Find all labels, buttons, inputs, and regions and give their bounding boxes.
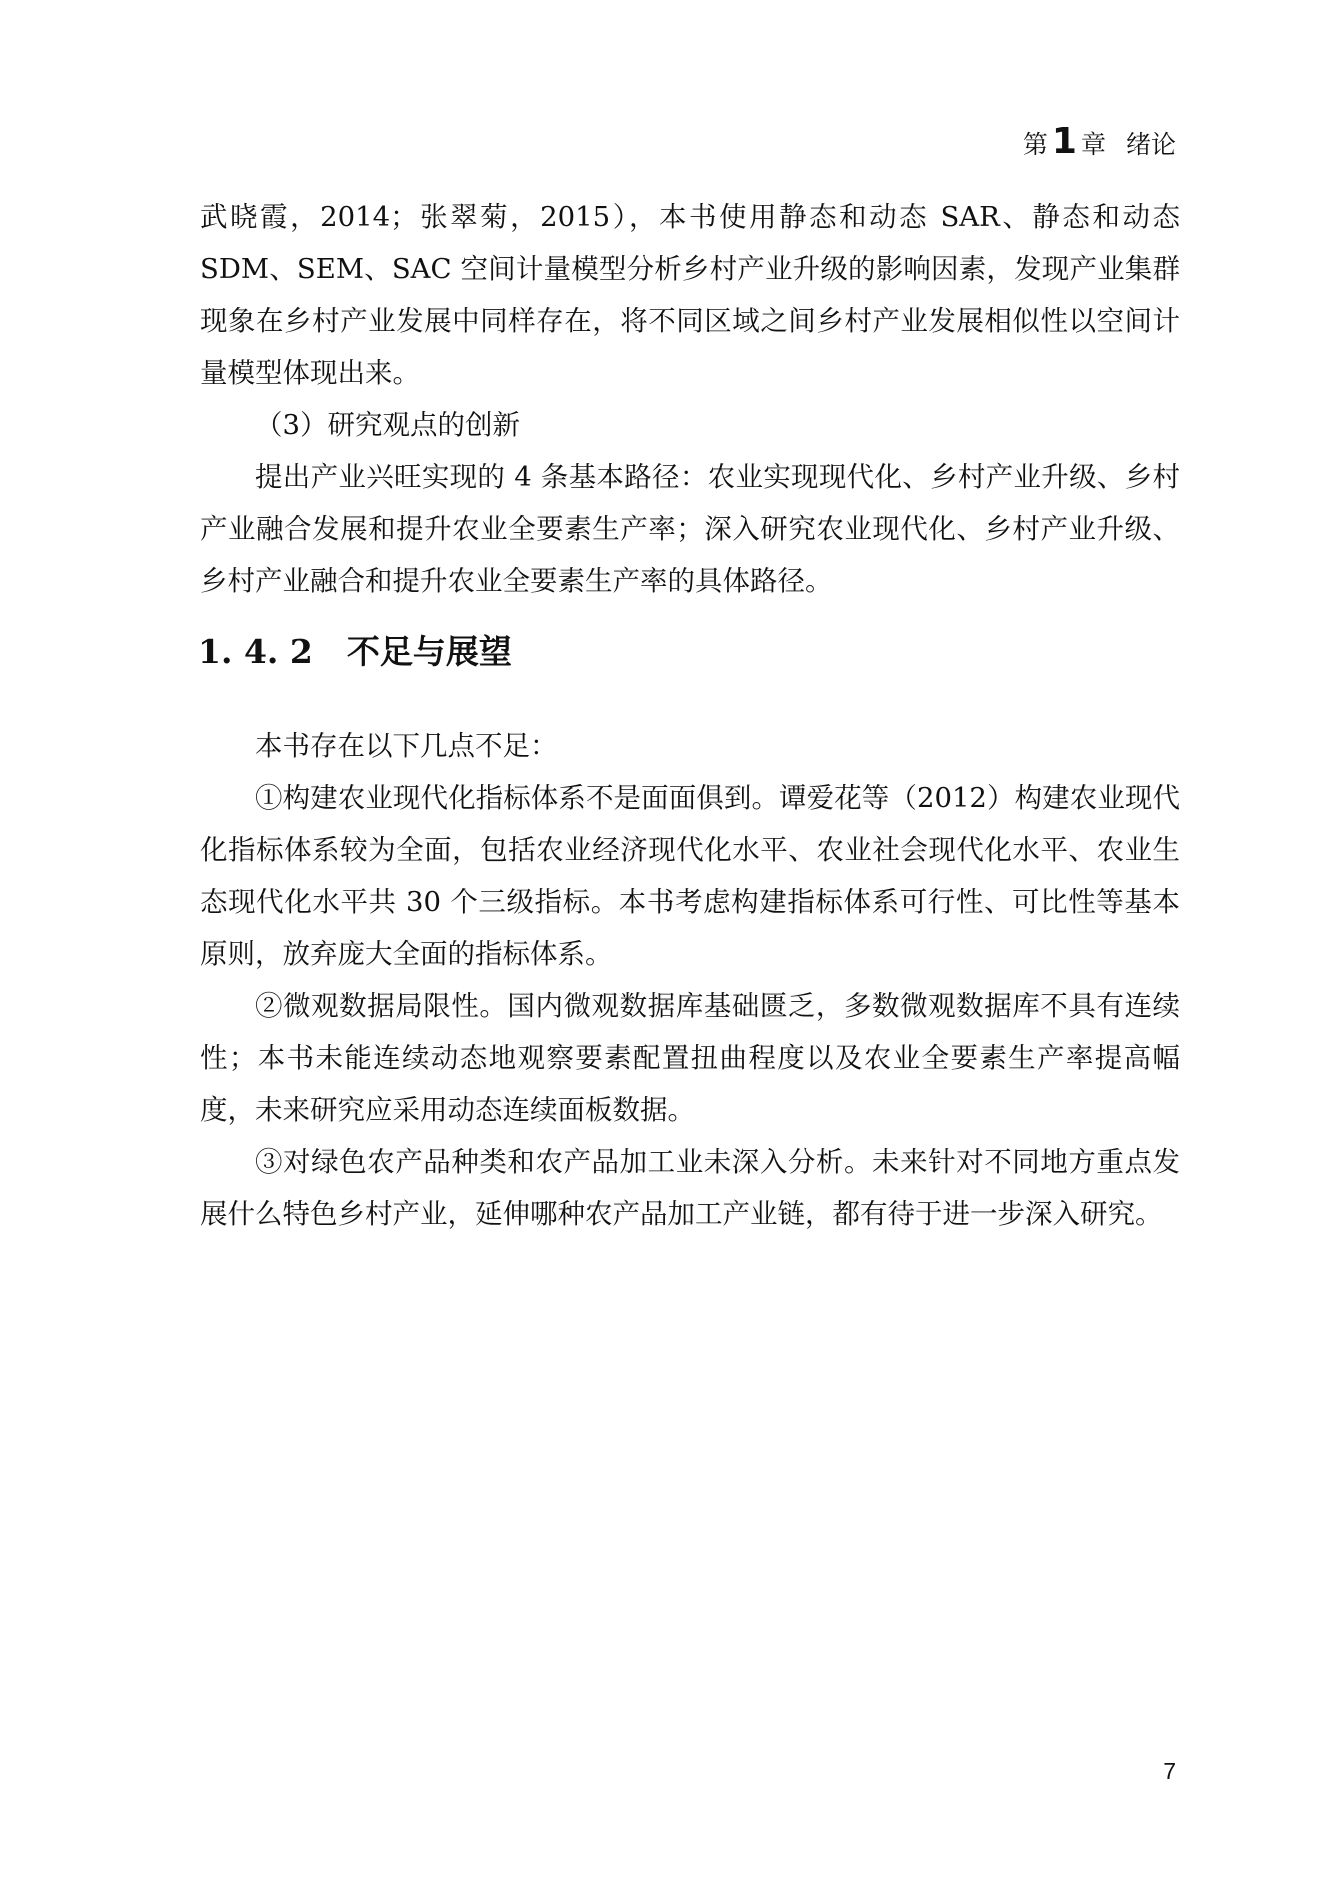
page-number: 7: [1163, 1758, 1176, 1784]
paragraph-intro: 本书存在以下几点不足：: [255, 730, 558, 762]
paragraph-paths: 提出产业兴旺实现的 4 条基本路径：农业实现现代化、乡村产业升级、乡村产业融合发展和提升农业全要素生产率；深入研究农业现代化、乡村产业升级、乡村产业融合和提升农业全要素生产率的具体路径。: [200, 461, 1180, 597]
section-number: 1. 4. 2: [198, 632, 313, 671]
chapter-title: 绪论: [1125, 130, 1176, 159]
chapter-prefix: 第: [1022, 130, 1048, 159]
body-text-bottom: [200, 720, 1180, 1240]
paragraph-point-2: ②微观数据局限性。国内微观数据库基础匮乏，多数微观数据库不具有连续性；本书未能连续动态地观察要素配置扭曲程度以及农业全要素生产率提高幅度，未来研究应采用动态连续面板数据。: [200, 990, 1180, 1126]
body-text-top: [200, 191, 1180, 607]
section-title: 不足与展望: [346, 632, 512, 671]
paragraph-continuation: 武晓霞，2014；张翠菊，2015），本书使用静态和动态 SAR、静态和动态 SDM、SEM、SAC 空间计量模型分析乡村产业升级的影响因素，发现产业集群现象在乡村产业发展中同样存在，将不同区域之间乡村产业发展相似性以空间计量模型体现出来。: [200, 201, 1180, 389]
section-heading: [198, 626, 512, 673]
running-header: [1023, 112, 1176, 175]
chapter-suffix: 章: [1080, 130, 1106, 159]
chapter-number: 1: [1051, 121, 1077, 162]
paragraph-subheading: （3）研究观点的创新: [255, 409, 520, 441]
paragraph-point-1: ①构建农业现代化指标体系不是面面俱到。谭爱花等（2012）构建农业现代化指标体系较为全面，包括农业经济现代化水平、农业社会现代化水平、农业生态现代化水平共 30 个三级指标。本书考虑构建指标体系可行性、可比性等基本原则，放弃庞大全面的指标体系。: [200, 782, 1180, 970]
paragraph-point-3: ③对绿色农产品种类和农产品加工业未深入分析。未来针对不同地方重点发展什么特色乡村产业，延伸哪种农产品加工产业链，都有待于进一步深入研究。: [200, 1146, 1180, 1230]
